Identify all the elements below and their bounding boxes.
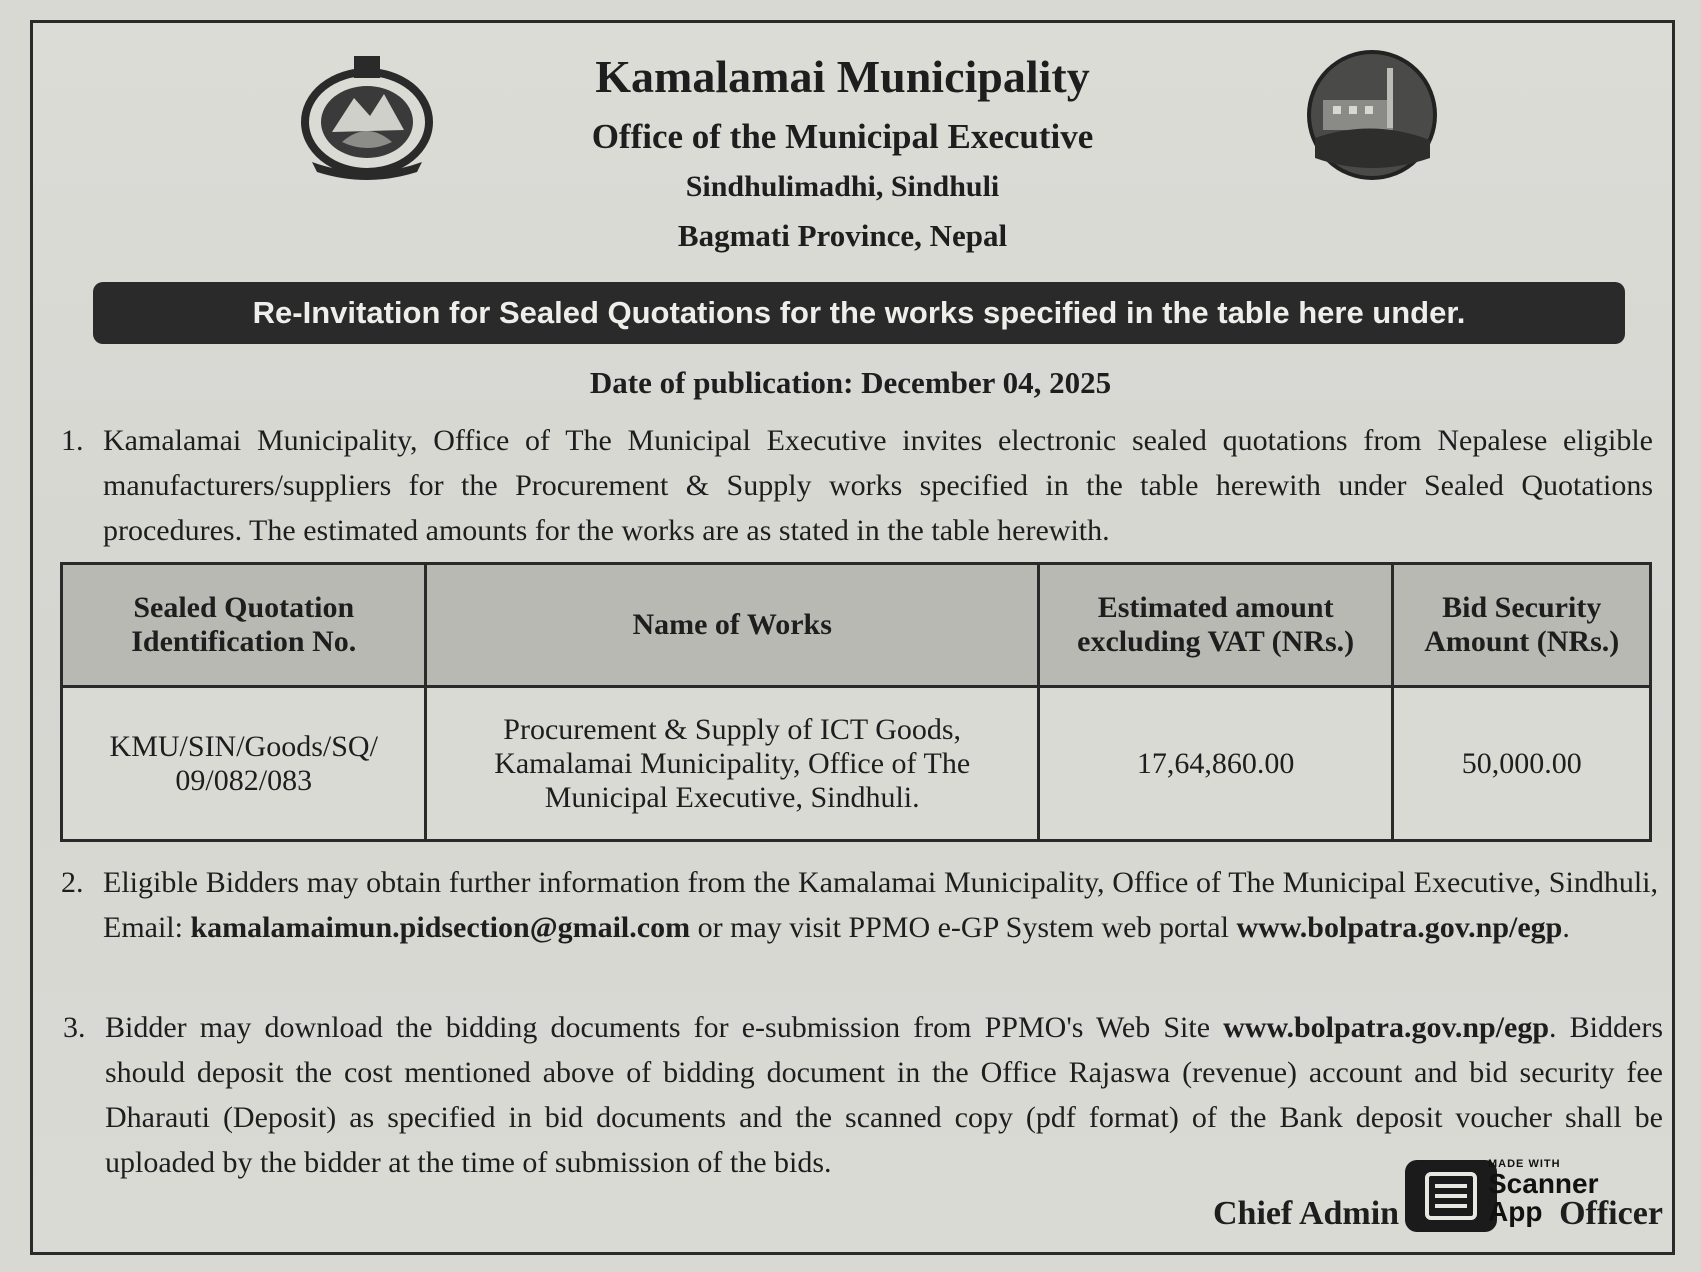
watermark-line2: App: [1488, 1196, 1543, 1227]
email-link[interactable]: kamalamaimun.pidsection@gmail.com: [190, 911, 691, 944]
paragraph-2-number: 2.: [61, 866, 84, 899]
header-estimated-amount: Estimated amount excluding VAT (NRs.): [1038, 564, 1393, 687]
paragraph-2-text-a: Eligible Bidders may obtain further information from the Kamalamai Municipality, Office of The Municipal Executive, Sindhuli, Email:: [103, 866, 1658, 944]
cell-identification-no: KMU/SIN/Goods/SQ/ 09/082/083: [62, 687, 426, 841]
signature-title-start: Chief Admin: [1213, 1195, 1400, 1232]
paragraph-1: [61, 418, 1653, 553]
paragraph-2-text-c: .: [1562, 911, 1570, 944]
header-identification-no: Sealed Quotation Identification No.: [62, 564, 426, 687]
paragraph-3-text-b: . Bidders should deposit the cost mentioned above of bidding document in the Office Rajaswa (revenue) account and bid security fee Dharauti (Deposit) as specified in bid documents and the scanned copy (pdf format) of the Bank deposit voucher shall be uploaded by the bidder at the time of submission of the bids.: [105, 1011, 1663, 1179]
notice-banner: Re-Invitation for Sealed Quotations for the works specified in the table here under.: [93, 282, 1625, 344]
scanner-watermark: [1488, 1158, 1599, 1226]
paragraph-3: [63, 1005, 1663, 1185]
paragraph-3-text-a: Bidder may download the bidding documents for e-submission from PPMO's Web Site: [105, 1011, 1224, 1044]
watermark-made-with: MADE WITH: [1488, 1158, 1561, 1170]
watermark-line1: Scanner: [1488, 1168, 1599, 1199]
municipality-title: Kamalamai Municipality: [595, 51, 1090, 102]
ppmo-website-link[interactable]: www.bolpatra.gov.np/egp: [1223, 1011, 1550, 1044]
cell-estimated-amount: 17,64,860.00: [1038, 687, 1393, 841]
cell-bid-security: 50,000.00: [1393, 687, 1651, 841]
works-table: [60, 562, 1652, 842]
province-line: Bagmati Province, Nepal: [677, 218, 1008, 253]
table-header-row: [62, 564, 1651, 687]
paragraph-1-text: Kamalamai Municipality, Office of The Municipal Executive invites electronic sealed quotations from Nepalese eligible manufacturers/suppliers for the Procurement & Supply works specified in the table herewith under Sealed Quotations procedures. The estimated amounts for the works are as stated in the table herewith.: [103, 424, 1653, 547]
header-bid-security: Bid Security Amount (NRs.): [1393, 564, 1651, 687]
office-title: Office of the Municipal Executive: [591, 117, 1094, 156]
header-name-of-works: Name of Works: [426, 564, 1038, 687]
table-row: [62, 687, 1651, 841]
location-line: Sindhulimadhi, Sindhuli: [685, 170, 1000, 203]
paragraph-1-number: 1.: [61, 424, 84, 457]
egp-portal-link[interactable]: www.bolpatra.gov.np/egp: [1236, 911, 1563, 944]
paragraph-2: [61, 860, 1658, 950]
cell-name-of-works: Procurement & Supply of ICT Goods, Kamalamai Municipality, Office of The Municipal Executive, Sindhuli.: [426, 687, 1038, 841]
scanner-app-icon: [1405, 1160, 1497, 1232]
paragraph-3-number: 3.: [63, 1011, 86, 1044]
paragraph-2-text-b: or may visit PPMO e-GP System web portal: [690, 911, 1237, 944]
publication-date: Date of publication: December 04, 2025: [589, 365, 1112, 400]
signature-title-end: Officer: [1559, 1195, 1663, 1232]
